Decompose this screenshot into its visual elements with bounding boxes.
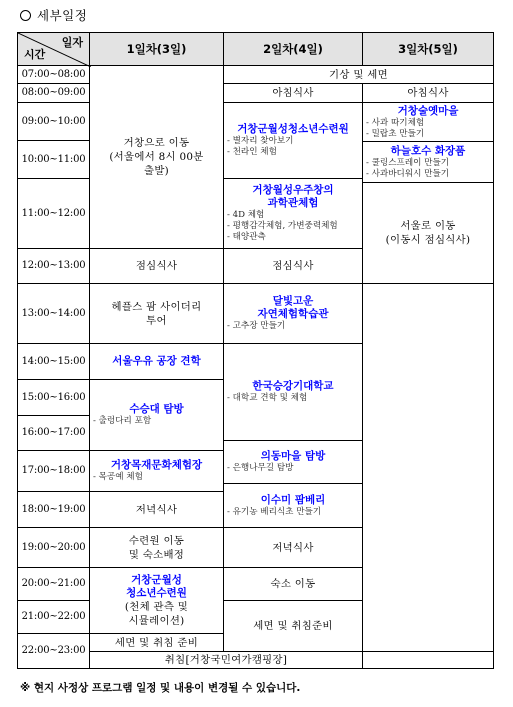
wakeup-cell: 기상 및 세면: [223, 65, 494, 84]
day1-tour-line: 투어: [146, 314, 167, 327]
day1-move-cell: [89, 65, 224, 249]
day2-space-cell: [223, 178, 363, 249]
day2-uidong-item: - 은행나무길 탐방: [227, 463, 294, 473]
time-slot: 16:00~17:00: [17, 415, 90, 451]
day3-return-line: (이동시 점심식사): [385, 234, 471, 246]
day2-header: 2일차(4일): [223, 32, 363, 66]
time-slot: 09:00~10:00: [17, 102, 90, 141]
day1-heritage-cell: [89, 450, 224, 492]
day2-youth-cell: [223, 102, 363, 179]
day3-breakfast-cell: 아침식사: [362, 83, 494, 103]
day2-space-item: - 4D 체험: [227, 210, 265, 220]
day2-uidong-title: 의동마을 탐방: [260, 450, 326, 462]
day3-lake-cell: [362, 141, 494, 183]
time-slot: 22:00~23:00: [17, 633, 90, 669]
day1-tour-line: 헤플스 팜 사이더리: [111, 300, 202, 313]
day1-youth-title: 청소년수련원: [126, 586, 187, 599]
day2-dalbit-title: 달빛고운: [272, 295, 314, 307]
day2-dinner-cell: 저녁식사: [223, 527, 363, 568]
day2-breakfast-cell: 아침식사: [223, 83, 363, 103]
day2-space-item: - 태양관측: [227, 232, 266, 242]
day3-apple-title: 거창술옛마을: [397, 104, 459, 117]
day1-susungdae-item: - 출렁다리 포함: [93, 416, 152, 426]
day2-youth-item: - 천라인 체험: [227, 147, 277, 157]
day1-lodging-line: 수련원 이동: [128, 534, 185, 547]
day1-susungdae-title: 수승대 탐방: [129, 403, 184, 415]
day2-youth-title: 거창군월성청소년수련원: [237, 123, 349, 135]
day2-berry-item: - 유기농 베리식초 만들기: [227, 506, 322, 517]
time-slot: 20:00~21:00: [17, 567, 90, 601]
time-slot: 13:00~14:00: [17, 283, 90, 344]
circle-bullet-icon: [20, 10, 31, 21]
day1-lodging-cell: [89, 527, 224, 568]
time-slot: 08:00~09:00: [17, 83, 90, 103]
corner-day-label: 일자: [61, 36, 83, 49]
section-title: 세부일정: [37, 8, 88, 23]
day1-move-line: (서울에서 8시 00분: [109, 151, 204, 163]
day2-univ-cell: [223, 343, 363, 441]
day2-lodging-cell: 숙소 이동: [223, 567, 363, 601]
time-slot: 15:00~16:00: [17, 379, 90, 416]
day2-univ-item: - 대학교 견학 및 체험: [227, 393, 308, 403]
day1-youth-cell: [89, 567, 224, 634]
day2-dalbit-item: - 고추장 만들기: [227, 321, 286, 331]
day1-youth-desc: (천체 관측 및: [124, 600, 189, 613]
day1-youth-desc: 시뮬레이션): [128, 614, 185, 627]
day1-lunch-cell: 점심식사: [89, 248, 224, 284]
day3-lake-item: - 쿨링스프레이 만들기: [366, 157, 450, 168]
day1-header: 1일차(3일): [89, 32, 224, 66]
corner-time-label: 시간: [24, 48, 46, 61]
day1-heritage-item: - 목공예 체험: [93, 472, 143, 482]
time-slot: 07:00~08:00: [17, 65, 90, 84]
day1-heritage-title: 거창목재문화체험장: [110, 459, 203, 471]
day3-header: 3일차(5일): [362, 32, 494, 66]
time-slot: 17:00~18:00: [17, 450, 90, 492]
day3-return-cell: [362, 182, 494, 284]
day1-tour-cell: [89, 283, 224, 344]
day1-lodging-line: 및 숙소배정: [128, 548, 185, 561]
day2-berry-cell: [223, 483, 363, 528]
section-heading: [20, 5, 87, 25]
day1-move-line: 출발): [143, 165, 170, 177]
time-slot: 19:00~20:00: [17, 527, 90, 568]
day1-move-line: 거창으로 이동: [123, 137, 190, 149]
sleep-cell: 취침[거창국민여가캠핑장]: [89, 651, 363, 669]
time-slot: 12:00~13:00: [17, 248, 90, 284]
corner-header: [17, 32, 90, 66]
day1-dinner-cell: 저녁식사: [89, 491, 224, 528]
day1-youth-title: 거창군월성: [131, 573, 182, 586]
day3-lake-item: - 사과바디워시 만들기: [366, 168, 450, 179]
day3-apple-item: - 사과 따기체험: [366, 117, 425, 128]
day3-empty-cell: [362, 283, 494, 652]
day2-lunch-cell: 점심식사: [223, 248, 363, 284]
time-slot: 21:00~22:00: [17, 600, 90, 634]
day2-wash-cell: 세면 및 취침준비: [223, 600, 363, 652]
time-slot: 14:00~15:00: [17, 343, 90, 380]
day3-apple-item: - 밀랍초 만들기: [366, 128, 425, 139]
day2-dalbit-title: 자연체험학습관: [257, 308, 329, 320]
day1-susungdae-cell: [89, 379, 224, 451]
day1-wash-cell: 세면 및 취침 준비: [89, 633, 224, 652]
day3-final-empty: [362, 651, 494, 669]
day2-univ-title: 한국승강기대학교: [252, 380, 334, 392]
day2-uidong-cell: [223, 440, 363, 484]
day3-lake-title: 하늘호수 화장품: [390, 144, 466, 157]
day2-dalbit-cell: [223, 283, 363, 344]
day2-berry-title: 이수미 팜베리: [260, 493, 326, 506]
day2-space-item: - 평행감각체험, 가변중력체험: [227, 221, 338, 231]
day3-return-line: 서울로 이동: [400, 220, 456, 232]
time-slot: 18:00~19:00: [17, 491, 90, 528]
footnote: ※ 현지 사정상 프로그램 일정 및 내용이 변경될 수 있습니다.: [20, 682, 301, 694]
day2-space-title: 거창월성우주창의: [252, 184, 334, 196]
day2-youth-item: - 별자리 찾아보기: [227, 136, 294, 146]
day2-space-title: 과학관체험: [267, 197, 319, 209]
day1-factory-cell: [89, 343, 224, 380]
time-slot: 10:00~11:00: [17, 140, 90, 179]
day3-apple-cell: [362, 102, 494, 142]
time-slot: 11:00~12:00: [17, 178, 90, 249]
day1-factory-title: 서울우유 공장 견학: [112, 355, 201, 367]
schedule-table: [17, 32, 494, 669]
